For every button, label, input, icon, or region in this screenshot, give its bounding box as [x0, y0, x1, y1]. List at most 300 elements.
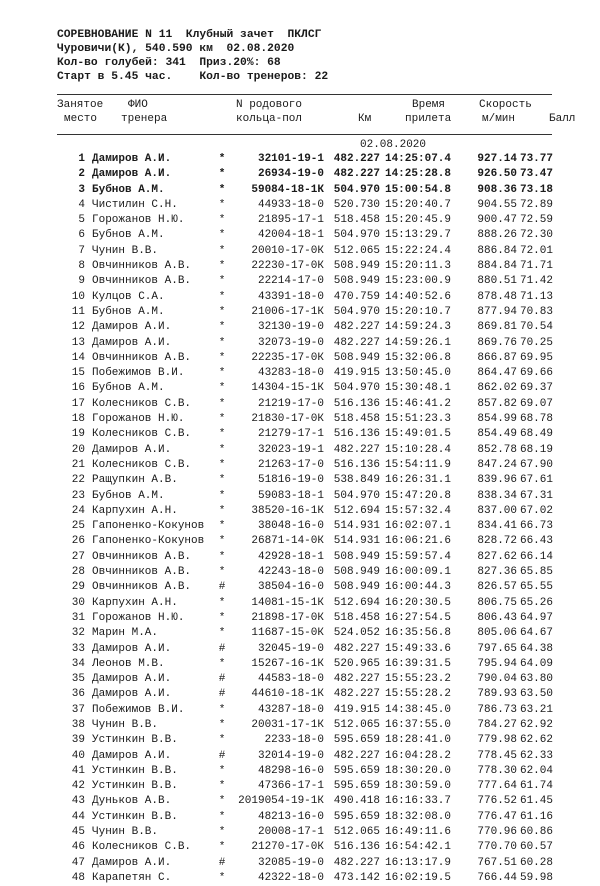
- cell-distance-km: 514.931: [333, 520, 380, 533]
- cell-arrival-time: 18:30:20.0: [384, 764, 451, 777]
- cell-mark: *: [218, 321, 226, 334]
- col-points-header: Балл: [549, 113, 576, 125]
- cell-place: 44: [71, 810, 85, 823]
- cell-mark: *: [218, 336, 226, 349]
- cell-ring-number: 44933-18-0: [257, 198, 324, 211]
- cell-place: 9: [78, 275, 85, 288]
- cell-place: 40: [71, 749, 85, 762]
- cell-ring-number: 43283-18-0: [257, 367, 324, 380]
- cell-distance-km: 508.949: [333, 581, 380, 594]
- table-row: [57, 749, 557, 764]
- cell-arrival-time: 16:35:56.8: [384, 627, 451, 640]
- table-header-rule: [57, 134, 552, 135]
- cell-speed: 869.76: [477, 336, 517, 349]
- cell-mark: *: [218, 535, 226, 548]
- cell-distance-km: 504.970: [333, 183, 380, 196]
- release-point-line: Чуровичи(К), 540.590 км 02.08.2020: [57, 43, 295, 55]
- cell-speed: 776.52: [477, 795, 517, 808]
- cell-mark: *: [218, 458, 226, 471]
- cell-place: 20: [71, 443, 85, 456]
- cell-mark: *: [218, 504, 226, 517]
- cell-trainer-name: Дамиров А.И.: [92, 749, 172, 762]
- cell-trainer-name: Бубнов А.М.: [92, 229, 165, 242]
- cell-speed: 795.94: [477, 657, 517, 670]
- cell-speed: 877.94: [477, 305, 517, 318]
- cell-arrival-time: 15:54:11.9: [384, 458, 451, 471]
- cell-speed: 806.75: [477, 596, 517, 609]
- cell-distance-km: 473.142: [333, 871, 380, 884]
- cell-speed: 864.47: [477, 367, 517, 380]
- cell-trainer-name: Колесников С.В.: [92, 397, 192, 410]
- table-row: [57, 381, 557, 396]
- cell-speed: 827.36: [477, 566, 517, 579]
- cell-distance-km: 520.730: [333, 198, 380, 211]
- cell-speed: 834.41: [477, 520, 517, 533]
- cell-distance-km: 516.136: [333, 458, 380, 471]
- cell-arrival-time: 14:59:26.1: [384, 336, 451, 349]
- cell-trainer-name: Колесников С.В.: [92, 428, 192, 441]
- cell-ring-number: 48298-16-0: [257, 764, 324, 777]
- cell-arrival-time: 15:47:20.8: [384, 489, 451, 502]
- cell-arrival-time: 16:13:17.9: [384, 856, 451, 869]
- race-date: 02.08.2020: [360, 139, 427, 151]
- cell-distance-km: 595.659: [333, 734, 380, 747]
- table-row: [57, 489, 557, 504]
- cell-place: 8: [78, 260, 85, 273]
- cell-place: 42: [71, 780, 85, 793]
- cell-place: 37: [71, 703, 85, 716]
- cell-trainer-name: Овчинников А.В.: [92, 260, 192, 273]
- cell-arrival-time: 14:40:52.6: [384, 290, 451, 303]
- cell-distance-km: 512.694: [333, 504, 380, 517]
- cell-place: 31: [71, 611, 85, 624]
- table-row: [57, 458, 557, 473]
- cell-mark: *: [218, 718, 226, 731]
- cell-place: 11: [71, 305, 85, 318]
- cell-mark: *: [218, 734, 226, 747]
- cell-points: 72.01: [519, 244, 553, 257]
- cell-mark: *: [218, 703, 226, 716]
- cell-points: 70.83: [519, 305, 553, 318]
- cell-trainer-name: Овчинников А.В.: [92, 550, 192, 563]
- cell-arrival-time: 14:25:28.8: [384, 168, 451, 181]
- cell-trainer-name: Кулцов С.А.: [92, 290, 165, 303]
- cell-points: 65.26: [519, 596, 553, 609]
- cell-points: 61.45: [519, 795, 553, 808]
- cell-mark: *: [218, 596, 226, 609]
- cell-points: 71.71: [519, 260, 553, 273]
- cell-trainer-name: Чунин В.В.: [92, 826, 159, 839]
- cell-place: 3: [78, 183, 85, 196]
- cell-speed: 847.24: [477, 458, 517, 471]
- table-row: [57, 427, 557, 442]
- cell-ring-number: 32073-19-0: [257, 336, 324, 349]
- cell-arrival-time: 14:25:07.4: [384, 153, 451, 165]
- competition-title: СОРЕВНОВАНИЕ N 11 Клубный зачет ПКЛСГ: [57, 29, 322, 41]
- col-time-header-bottom: прилета: [405, 113, 452, 125]
- table-row: [57, 825, 557, 840]
- cell-speed: 839.96: [477, 474, 517, 487]
- table-row: [57, 611, 557, 626]
- table-row: [57, 534, 557, 549]
- cell-mark: *: [218, 260, 226, 273]
- cell-trainer-name: Бубнов А.М.: [92, 489, 165, 502]
- cell-trainer-name: Горожанов Н.Ю.: [92, 611, 185, 624]
- cell-distance-km: 470.759: [333, 290, 380, 303]
- cell-trainer-name: Дамиров А.И.: [92, 688, 172, 701]
- cell-mark: *: [218, 489, 226, 502]
- cell-arrival-time: 16:06:21.6: [384, 535, 451, 548]
- cell-mark: #: [218, 581, 226, 594]
- cell-place: 34: [71, 657, 85, 670]
- cell-trainer-name: Дамиров А.И.: [92, 168, 172, 181]
- table-row: [57, 565, 557, 580]
- cell-trainer-name: Устинкин В.В.: [92, 734, 178, 747]
- cell-mark: *: [218, 413, 226, 426]
- cell-ring-number: 38520-16-1К: [251, 504, 324, 517]
- cell-place: 38: [71, 718, 85, 731]
- cell-arrival-time: 16:26:31.1: [384, 474, 451, 487]
- cell-arrival-time: 15:20:40.7: [384, 198, 451, 211]
- cell-points: 61.16: [519, 810, 553, 823]
- cell-trainer-name: Устинкин В.В.: [92, 810, 178, 823]
- cell-mark: *: [218, 351, 226, 364]
- col-speed-header-bottom: м/мин: [482, 113, 516, 125]
- table-row: [57, 183, 557, 198]
- cell-trainer-name: Бубнов А.М.: [92, 382, 165, 395]
- cell-points: 69.95: [519, 351, 553, 364]
- cell-ring-number: 51816-19-0: [257, 474, 324, 487]
- cell-distance-km: 595.659: [333, 810, 380, 823]
- table-row: [57, 642, 557, 657]
- table-row: [57, 794, 557, 809]
- cell-distance-km: 516.136: [333, 397, 380, 410]
- cell-mark: *: [218, 764, 226, 777]
- cell-mark: #: [218, 642, 226, 655]
- cell-distance-km: 512.694: [333, 596, 380, 609]
- cell-trainer-name: Побежимов В.И.: [92, 703, 185, 716]
- cell-speed: 878.48: [477, 290, 517, 303]
- cell-trainer-name: Горожанов Н.Ю.: [92, 214, 185, 227]
- cell-points: 70.54: [519, 321, 553, 334]
- cell-distance-km: 482.227: [333, 321, 380, 334]
- cell-distance-km: 512.065: [333, 244, 380, 257]
- cell-ring-number: 48213-16-0: [257, 810, 324, 823]
- cell-place: 16: [71, 382, 85, 395]
- cell-trainer-name: Устинкин В.В.: [92, 780, 178, 793]
- cell-distance-km: 419.915: [333, 367, 380, 380]
- cell-arrival-time: 16:02:19.5: [384, 871, 451, 884]
- table-row: [57, 703, 557, 718]
- cell-distance-km: 514.931: [333, 535, 380, 548]
- table-row: [57, 473, 557, 488]
- cell-distance-km: 419.915: [333, 703, 380, 716]
- cell-mark: *: [218, 428, 226, 441]
- cell-points: 59.98: [519, 871, 553, 884]
- cell-arrival-time: 16:54:42.1: [384, 841, 451, 854]
- cell-ring-number: 59084-18-1К: [251, 183, 324, 196]
- table-row: [57, 443, 557, 458]
- cell-arrival-time: 15:49:33.6: [384, 642, 451, 655]
- cell-ring-number: 20010-17-0К: [251, 244, 324, 257]
- cell-mark: *: [218, 305, 226, 318]
- cell-arrival-time: 14:38:45.0: [384, 703, 451, 716]
- cell-arrival-time: 15:20:10.7: [384, 305, 451, 318]
- cell-trainer-name: Ращупкин А.В.: [92, 474, 178, 487]
- cell-arrival-time: 16:02:07.1: [384, 520, 451, 533]
- cell-distance-km: 508.949: [333, 566, 380, 579]
- cell-points: 73.18: [519, 183, 553, 196]
- cell-place: 47: [71, 856, 85, 869]
- cell-arrival-time: 16:37:55.0: [384, 718, 451, 731]
- cell-ring-number: 26871-14-0К: [251, 535, 324, 548]
- cell-ring-number: 47366-17-1: [257, 780, 324, 793]
- table-row: [57, 580, 557, 595]
- cell-mark: *: [218, 780, 226, 793]
- cell-distance-km: 518.458: [333, 611, 380, 624]
- cell-mark: *: [218, 153, 226, 165]
- table-row: [57, 657, 557, 672]
- table-row: [57, 718, 557, 733]
- cell-mark: *: [218, 810, 226, 823]
- cell-mark: *: [218, 382, 226, 395]
- cell-ring-number: 32023-19-1: [257, 443, 324, 456]
- table-row: [57, 198, 557, 213]
- cell-distance-km: 538.849: [333, 474, 380, 487]
- cell-ring-number: 21263-17-0: [257, 458, 324, 471]
- cell-ring-number: 21895-17-1: [257, 214, 324, 227]
- table-row: [57, 733, 557, 748]
- cell-ring-number: 26934-19-0: [257, 168, 324, 181]
- cell-distance-km: 482.227: [333, 336, 380, 349]
- table-row: [57, 336, 557, 351]
- cell-ring-number: 32014-19-0: [257, 749, 324, 762]
- cell-distance-km: 504.970: [333, 305, 380, 318]
- table-row: [57, 244, 557, 259]
- cell-place: 19: [71, 428, 85, 441]
- cell-points: 62.62: [519, 734, 553, 747]
- cell-arrival-time: 15:13:29.7: [384, 229, 451, 242]
- cell-speed: 857.82: [477, 397, 517, 410]
- cell-speed: 778.45: [477, 749, 517, 762]
- cell-points: 67.02: [519, 504, 553, 517]
- cell-speed: 767.51: [477, 856, 517, 869]
- cell-trainer-name: Овчинников А.В.: [92, 581, 192, 594]
- cell-mark: *: [218, 657, 226, 670]
- cell-ring-number: 38504-16-0: [257, 581, 324, 594]
- table-row: [57, 167, 557, 182]
- cell-trainer-name: Гапоненко-Кокунов: [92, 520, 205, 533]
- cell-speed: 927.14: [477, 153, 517, 165]
- cell-points: 72.30: [519, 229, 553, 242]
- cell-place: 28: [71, 566, 85, 579]
- cell-trainer-name: Дуньков А.В.: [92, 795, 172, 808]
- cell-mark: *: [218, 841, 226, 854]
- cell-speed: 854.99: [477, 413, 517, 426]
- cell-speed: 900.47: [477, 214, 517, 227]
- table-row: [57, 856, 557, 871]
- cell-points: 60.57: [519, 841, 553, 854]
- cell-place: 41: [71, 764, 85, 777]
- cell-speed: 862.02: [477, 382, 517, 395]
- cell-trainer-name: Дамиров А.И.: [92, 673, 172, 686]
- cell-speed: 776.47: [477, 810, 517, 823]
- cell-place: 32: [71, 627, 85, 640]
- cell-arrival-time: 15:23:00.9: [384, 275, 451, 288]
- cell-place: 1: [78, 153, 85, 165]
- cell-distance-km: 516.136: [333, 428, 380, 441]
- cell-points: 60.28: [519, 856, 553, 869]
- cell-points: 68.19: [519, 443, 553, 456]
- cell-trainer-name: Колесников С.В.: [92, 841, 192, 854]
- cell-points: 64.97: [519, 611, 553, 624]
- cell-place: 5: [78, 214, 85, 227]
- cell-points: 64.09: [519, 657, 553, 670]
- table-row: [57, 626, 557, 641]
- cell-ring-number: 15267-16-1К: [251, 657, 324, 670]
- cell-distance-km: 482.227: [333, 642, 380, 655]
- cell-distance-km: 508.949: [333, 351, 380, 364]
- cell-distance-km: 482.227: [333, 168, 380, 181]
- cell-distance-km: 520.965: [333, 657, 380, 670]
- cell-mark: *: [218, 627, 226, 640]
- cell-ring-number: 21270-17-0К: [251, 841, 324, 854]
- cell-place: 33: [71, 642, 85, 655]
- cell-arrival-time: 14:59:24.3: [384, 321, 451, 334]
- cell-ring-number: 43287-18-0: [257, 703, 324, 716]
- cell-arrival-time: 16:04:28.2: [384, 749, 451, 762]
- cell-place: 18: [71, 413, 85, 426]
- cell-speed: 806.43: [477, 611, 517, 624]
- cell-mark: *: [218, 826, 226, 839]
- table-row: [57, 779, 557, 794]
- cell-trainer-name: Дамиров А.И.: [92, 443, 172, 456]
- cell-place: 10: [71, 290, 85, 303]
- cell-ring-number: 42004-18-1: [257, 229, 324, 242]
- cell-points: 66.43: [519, 535, 553, 548]
- cell-place: 23: [71, 489, 85, 502]
- cell-arrival-time: 15:20:45.9: [384, 214, 451, 227]
- cell-distance-km: 482.227: [333, 856, 380, 869]
- cell-ring-number: 32085-19-0: [257, 856, 324, 869]
- cell-place: 15: [71, 367, 85, 380]
- cell-mark: #: [218, 749, 226, 762]
- cell-place: 14: [71, 351, 85, 364]
- table-row: [57, 274, 557, 289]
- cell-speed: 766.44: [477, 871, 517, 884]
- cell-place: 12: [71, 321, 85, 334]
- cell-ring-number: 22235-17-0К: [251, 351, 324, 364]
- cell-arrival-time: 15:55:28.2: [384, 688, 451, 701]
- cell-ring-number: 21830-17-0К: [251, 413, 324, 426]
- cell-mark: #: [218, 688, 226, 701]
- cell-trainer-name: Чунин В.В.: [92, 244, 159, 257]
- cell-speed: 886.84: [477, 244, 517, 257]
- cell-points: 62.04: [519, 764, 553, 777]
- cell-trainer-name: Дамиров А.И.: [92, 153, 172, 165]
- cell-speed: 869.81: [477, 321, 517, 334]
- col-name-header-bottom: тренера: [121, 113, 168, 125]
- cell-distance-km: 508.949: [333, 550, 380, 563]
- cell-distance-km: 595.659: [333, 780, 380, 793]
- cell-points: 65.85: [519, 566, 553, 579]
- start-time-line: Старт в 5.45 час. Кол-во тренеров: 22: [57, 71, 329, 83]
- cell-speed: 880.51: [477, 275, 517, 288]
- col-ring-header-bottom: кольца-пол: [236, 113, 303, 125]
- cell-place: 13: [71, 336, 85, 349]
- cell-distance-km: 482.227: [333, 749, 380, 762]
- cell-place: 45: [71, 826, 85, 839]
- cell-trainer-name: Карпухин А.Н.: [92, 596, 178, 609]
- cell-points: 73.47: [519, 168, 553, 181]
- cell-points: 69.37: [519, 382, 553, 395]
- cell-arrival-time: 16:20:30.5: [384, 596, 451, 609]
- cell-points: 69.66: [519, 367, 553, 380]
- cell-mark: #: [218, 673, 226, 686]
- cell-arrival-time: 16:00:44.3: [384, 581, 451, 594]
- table-row: [57, 259, 557, 274]
- cell-ring-number: 21006-17-1К: [251, 305, 324, 318]
- cell-trainer-name: Карапетян С.: [92, 871, 172, 884]
- col-place-header-bottom: место: [64, 113, 98, 125]
- cell-arrival-time: 15:22:24.4: [384, 244, 451, 257]
- cell-arrival-time: 15:49:01.5: [384, 428, 451, 441]
- cell-speed: 777.64: [477, 780, 517, 793]
- cell-mark: *: [218, 367, 226, 380]
- cell-points: 62.33: [519, 749, 553, 762]
- col-time-header-top: Время: [412, 99, 446, 111]
- table-row: [57, 687, 557, 702]
- table-row: [57, 810, 557, 825]
- cell-points: 64.67: [519, 627, 553, 640]
- cell-trainer-name: Дамиров А.И.: [92, 321, 172, 334]
- cell-mark: *: [218, 474, 226, 487]
- cell-speed: 789.93: [477, 688, 517, 701]
- cell-points: 63.50: [519, 688, 553, 701]
- cell-speed: 908.36: [477, 183, 517, 196]
- cell-points: 72.89: [519, 198, 553, 211]
- cell-points: 66.14: [519, 550, 553, 563]
- cell-distance-km: 504.970: [333, 489, 380, 502]
- table-row: [57, 320, 557, 335]
- cell-trainer-name: Дамиров А.И.: [92, 856, 172, 869]
- cell-trainer-name: Карпухин А.Н.: [92, 504, 178, 517]
- cell-ring-number: 22214-17-0: [257, 275, 324, 288]
- cell-distance-km: 508.949: [333, 260, 380, 273]
- cell-ring-number: 21898-17-0К: [251, 611, 324, 624]
- cell-speed: 779.98: [477, 734, 517, 747]
- cell-speed: 784.27: [477, 718, 517, 731]
- cell-points: 73.77: [519, 153, 553, 165]
- cell-trainer-name: Чистилин С.Н.: [92, 198, 178, 211]
- table-row: [57, 519, 557, 534]
- cell-ring-number: 20008-17-1: [257, 826, 324, 839]
- cell-speed: 926.50: [477, 168, 517, 181]
- cell-arrival-time: 13:50:45.0: [384, 367, 451, 380]
- cell-speed: 826.57: [477, 581, 517, 594]
- cell-place: 43: [71, 795, 85, 808]
- cell-speed: 837.00: [477, 504, 517, 517]
- table-row: [57, 672, 557, 687]
- cell-ring-number: 38048-16-0: [257, 520, 324, 533]
- cell-points: 61.74: [519, 780, 553, 793]
- cell-trainer-name: Марин М.А.: [92, 627, 159, 640]
- cell-trainer-name: Чунин В.В.: [92, 718, 159, 731]
- cell-arrival-time: 15:59:57.4: [384, 550, 451, 563]
- cell-arrival-time: 15:30:48.1: [384, 382, 451, 395]
- cell-trainer-name: Овчинников А.В.: [92, 351, 192, 364]
- results-table: [57, 152, 557, 886]
